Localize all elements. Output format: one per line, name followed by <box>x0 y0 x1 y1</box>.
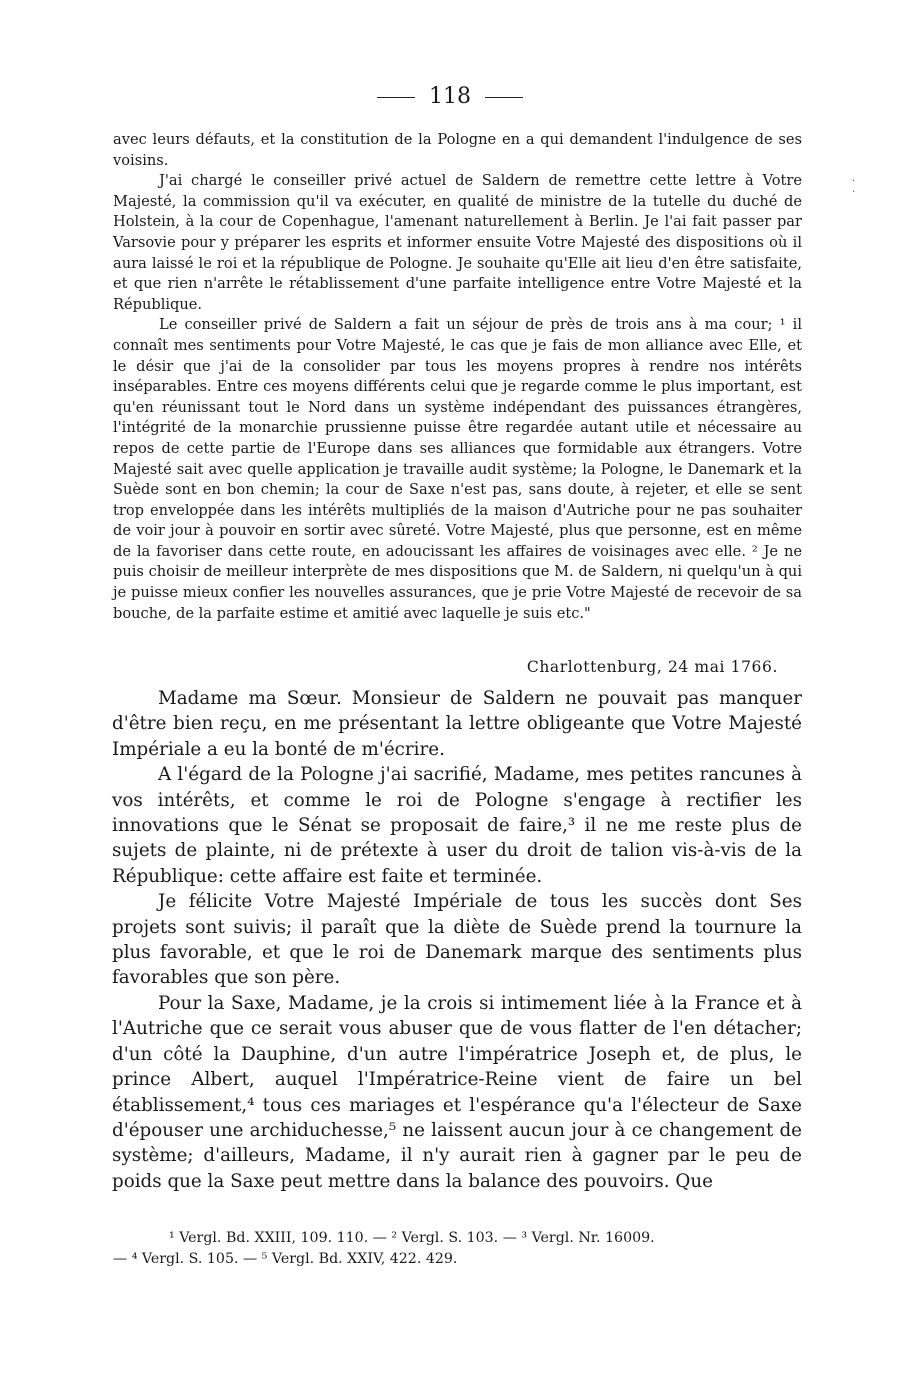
letter-paragraph: Le conseiller privé de Saldern a fait un séjour de près de trois ans à ma cour; ¹ il connaît mes sentiments pour Votre Majesté, le cas que je fais de mon alliance avec Elle, et le désir que j'ai de la consolider par tous les moyens propres à rendre nos intérêts inséparables. Entre ces moyens différents celui que je regarde comme le plus important, est qu'en réunissant tout le Nord dans un système indépendant des puissances étrangères, l'intégrité de la monarchie prussienne puisse être regardée autant utile et nécessaire au repos de cette partie de l'Europe dans ses alliances que formidable aux étrangers. Votre Majesté sait avec quelle application je travaille audit système; la Pologne, le Danemark et la Suède sont en bon chemin; la cour de Saxe n'est pas, sans doute, à rejeter, et elle se sent trop enveloppée dans les intérêts multipliés de la maison d'Autriche pour ne pas souhaiter de voir jour à pouvoir en sortir avec sûreté. Votre Majesté, plus que personne, est en même de la favoriser dans cette route, en adoucissant les affaires de voisinages avec elle. ² Je ne puis choisir de meilleur interprète de mes dispositions que M. de Saldern, ni quelqu'un à qui je puisse mieux confier les nouvelles assurances, que je prie Votre Majesté de recevoir de sa bouche, de la parfaite estime et amitié avec laquelle je suis etc." <box>113 316 802 622</box>
letter-paragraph: avec leurs défauts, et la constitution de la Pologne en a qui demandent l'indulgence de ses voisins. <box>113 131 802 169</box>
main-text <box>112 686 802 1194</box>
footnote-line: ¹ Vergl. Bd. XXIII, 109. 110. — ² Vergl. S. 103. — ³ Vergl. Nr. 16009. <box>169 1230 655 1246</box>
letter-excerpt <box>113 130 802 624</box>
main-paragraph: Madame ma Sœur. Monsieur de Saldern ne pouvait pas manquer d'être bien reçu, en me présentant la lettre obligeante que Votre Majesté Impériale a eu la bonté de m'écrire. <box>112 688 802 760</box>
page-number: 118 <box>429 84 471 109</box>
place-date-line: Charlottenburg, 24 mai 1766. <box>526 658 778 676</box>
main-paragraph: A l'égard de la Pologne j'ai sacrifié, Madame, mes petites rancunes à vos intérêts, et comme le roi de Pologne s'engage à rectifier les innovations que le Sénat se proposait de faire,³ il ne me reste plus de sujets de plainte, ni de prétexte à user du droit de talion vis-à-vis de la République: cette affaire est faite et terminée. <box>112 764 802 887</box>
page-header <box>0 84 900 109</box>
margin-marks: · · <box>852 176 872 198</box>
footnotes <box>113 1228 802 1270</box>
main-paragraph: Je félicite Votre Majesté Impériale de tous les succès dont Ses projets sont suivis; il paraît que la diète de Suède prend la tournure la plus favorable, et que le roi de Danemark marque des sentiments plus favorables que son père. <box>112 891 802 989</box>
header-dash-left <box>377 97 415 98</box>
header-dash-right <box>485 97 523 98</box>
letter-paragraph: J'ai chargé le conseiller privé actuel de Saldern de remettre cette lettre à Votre Majesté, la commission qu'il va exécuter, en qualité de ministre de la tutelle du duché de Holstein, à la cour de Copenhague, l'amenant naturellement à Berlin. Je l'ai fait passer par Varsovie pour y préparer les esprits et informer ensuite Votre Majesté des dispositions où il aura laissé le roi et la république de Pologne. Je souhaite qu'Elle ait lieu d'en être satisfaite, et que rien n'arrête le rétablissement d'une parfaite intelligence entre Votre Majesté et la République. <box>113 172 802 313</box>
footnote-line: — ⁴ Vergl. S. 105. — ⁵ Vergl. Bd. XXIV, 422. 429. <box>113 1251 458 1267</box>
main-paragraph: Pour la Saxe, Madame, je la crois si intimement liée à la France et à l'Autriche que ce serait vous abuser que de vous flatter de l'en détacher; d'un côté la Dauphine, d'un autre l'impératrice Joseph et, de plus, le prince Albert, auquel l'Impératrice-Reine vient de faire un bel établissement,⁴ tous ces mariages et l'espérance qu'a l'électeur de Saxe d'épouser une archiduchesse,⁵ ne laissent aucun jour à ce changement de système; d'ailleurs, Madame, il n'y aurait rien à gagner par le peu de poids que la Saxe peut mettre dans la balance des pouvoirs. Que <box>112 992 802 1192</box>
